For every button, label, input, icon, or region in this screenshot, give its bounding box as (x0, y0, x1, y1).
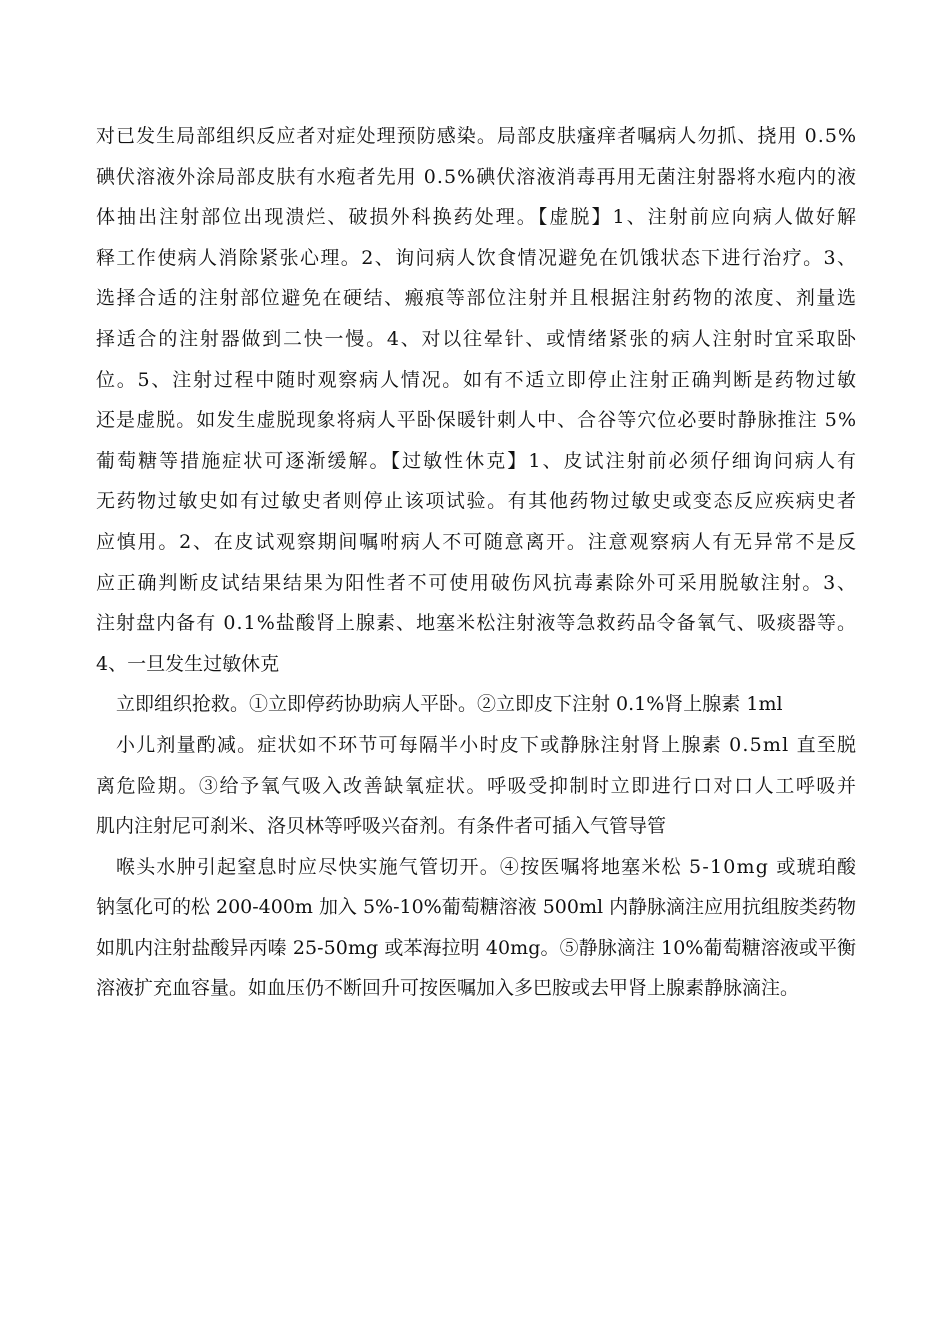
text-line (96, 319, 856, 360)
text-line (96, 887, 856, 928)
text-line (96, 725, 856, 766)
text-line-content: 位。5、注射过程中随时观察病人情况。如有不适立即停止注射正确判断是药物过敏 (96, 368, 858, 391)
text-line-content: 碘伏溶液外涂局部皮肤有水疱者先用 0.5%碘伏溶液消毒再用无菌注射器将水疱内的液 (96, 165, 858, 188)
text-line (96, 928, 856, 969)
text-line-content: 喉头水肿引起窒息时应尽快实施气管切开。④按医嘱将地塞米松 5-10mg 或琥珀酸 (116, 855, 858, 878)
text-line-content: 无药物过敏史如有过敏史者则停止该项试验。有其他药物过敏史或变态反应疾病史者 (96, 490, 858, 513)
text-line-content: 立即组织抢救。①立即停药协助病人平卧。②立即皮下注射 0.1%肾上腺素 1ml (116, 693, 783, 716)
text-line (96, 360, 856, 401)
text-line (96, 563, 856, 604)
text-line-content: 还是虚脱。如发生虚脱现象将病人平卧保暖针刺人中、合谷等穴位必要时静脉推注 5% (96, 409, 858, 432)
text-line (96, 603, 856, 644)
text-line (96, 806, 856, 847)
text-line-content: 溶液扩充血容量。如血压仍不断回升可按医嘱加入多巴胺或去甲肾上腺素静脉滴注。 (96, 977, 800, 1000)
text-line-content: 小儿剂量酌减。症状如不环节可每隔半小时皮下或静脉注射肾上腺素 0.5ml 直至脱 (116, 733, 858, 756)
text-line (96, 481, 856, 522)
text-line (96, 197, 859, 238)
text-line-content: 离危险期。③给予氧气吸入改善缺氧症状。呼吸受抑制时立即进行口对口人工呼吸并 (96, 774, 858, 797)
text-line-content: 如肌内注射盐酸异丙嗪 25-50mg 或苯海拉明 40mg。⑤静脉滴注 10%葡萄糖溶液或平衡 (96, 936, 857, 959)
text-line (96, 766, 856, 807)
text-line (96, 238, 856, 279)
text-line (96, 684, 856, 725)
text-line-content: 对已发生局部组织反应者对症处理预防感染。局部皮肤瘙痒者嘱病人勿抓、挠用 0.5% (96, 125, 858, 147)
text-line (96, 278, 856, 319)
text-line (96, 644, 856, 685)
text-line-content: 择适合的注射器做到二快一慢。4、对以往晕针、或情绪紧张的病人注射时宜采取卧 (96, 327, 858, 350)
text-line-content: 葡萄糖等措施症状可逐渐缓解。【过敏性休克】1、皮试注射前必须仔细询问病人有 (96, 449, 859, 472)
text-line-content: 钠氢化可的松 200-400m 加入 5%-10%葡萄糖溶液 500ml 内静脉滴注应用抗组胺类药物 (96, 896, 856, 919)
text-line-content: 应正确判断皮试结果结果为阳性者不可使用破伤风抗毒素除外可采用脱敏注射。3、 (96, 571, 858, 594)
text-line-content: 4、一旦发生过敏休克 (96, 652, 280, 675)
text-line-content: 肌内注射尼可刹米、洛贝林等呼吸兴奋剂。有条件者可插入气管导管 (96, 815, 667, 838)
text-line (96, 441, 859, 482)
text-line (96, 157, 856, 198)
text-line-content: 释工作使病人消除紧张心理。2、询问病人饮食情况避免在饥饿状态下进行治疗。3、 (96, 246, 858, 269)
text-line (96, 400, 856, 441)
text-line (96, 522, 856, 563)
text-line-content: 应慎用。2、在皮试观察期间嘱咐病人不可随意离开。注意观察病人有无异常不是反 (96, 530, 858, 553)
text-line (96, 116, 856, 157)
text-line-content: 选择合适的注射部位避免在硬结、瘢痕等部位注射并且根据注射药物的浓度、剂量选 (96, 287, 858, 310)
text-line (96, 847, 856, 888)
document-body (96, 116, 859, 1009)
text-line-content: 注射盘内备有 0.1%盐酸肾上腺素、地塞米松注射液等急救药品令备氧气、吸痰器等。 (96, 612, 858, 635)
text-line-content: 体抽出注射部位出现溃烂、破损外科换药处理。【虚脱】1、注射前应向病人做好解 (96, 206, 859, 229)
text-line (96, 968, 856, 1009)
